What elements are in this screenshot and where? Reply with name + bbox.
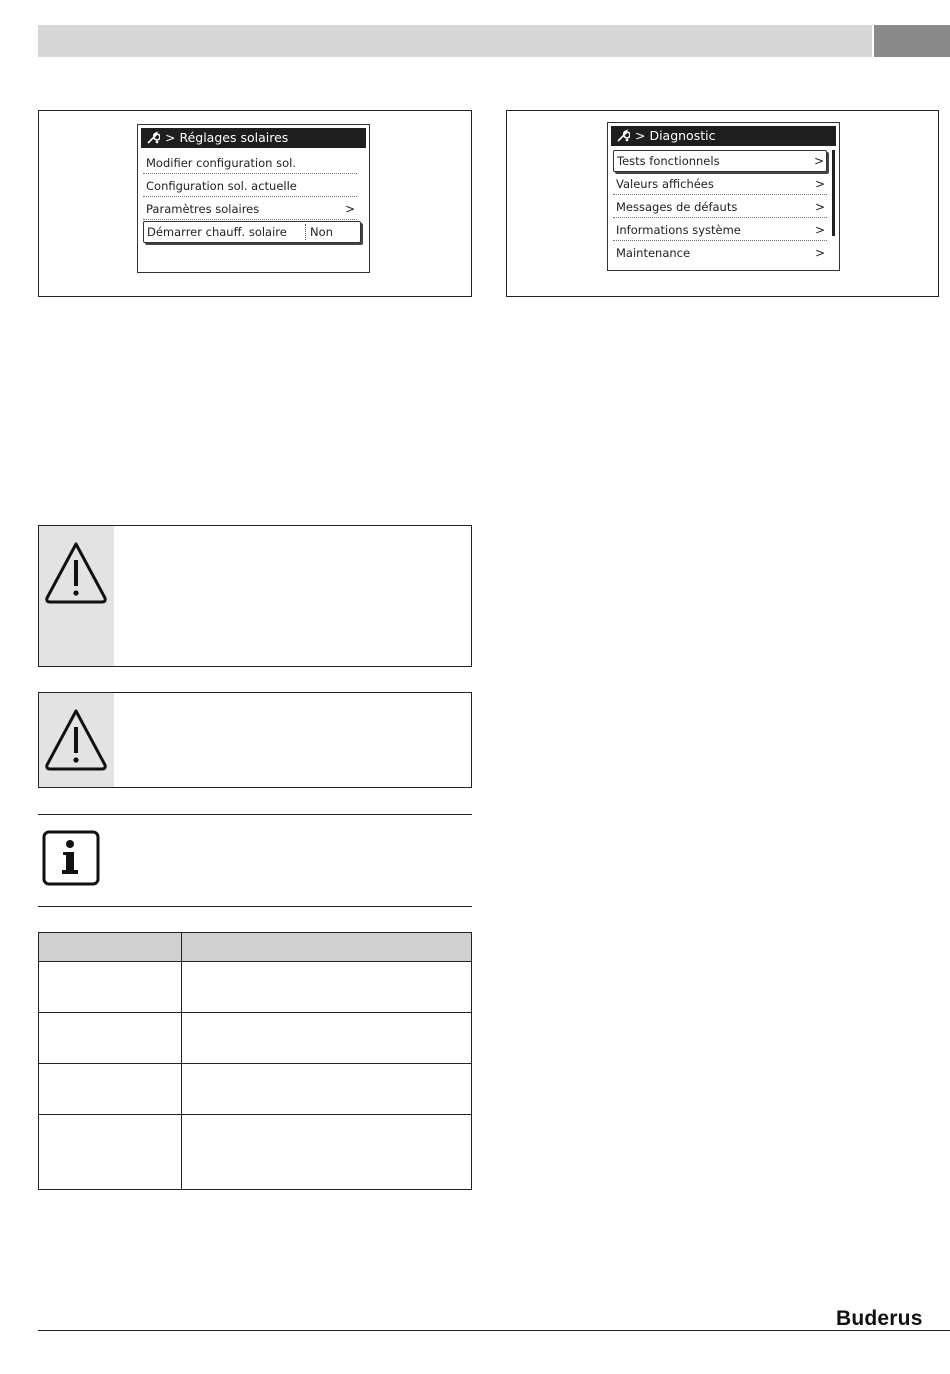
- chevron-right-icon: >: [814, 176, 825, 191]
- table-row: [39, 1064, 472, 1115]
- brand-logo: Buderus: [836, 1307, 923, 1330]
- table-row: [39, 1013, 472, 1064]
- warning-sidebar: [39, 526, 114, 666]
- table-cell: [182, 962, 472, 1013]
- section-tab: [874, 25, 950, 57]
- chevron-right-icon: >: [814, 199, 825, 214]
- page-header-bar: [38, 25, 872, 57]
- info-icon: [42, 830, 100, 886]
- menu-item-demarrer-chauffage-solaire[interactable]: Démarrer chauff. solaire Non: [143, 221, 361, 243]
- menu-item-modifier-configuration[interactable]: Modifier configuration sol.: [143, 152, 357, 174]
- screen-title-text: > Réglages solaires: [165, 130, 289, 145]
- figure-reglages-solaires: [38, 110, 472, 297]
- scrollbar[interactable]: [832, 150, 835, 236]
- warning-triangle-icon: [44, 540, 108, 606]
- table-cell: [182, 1064, 472, 1115]
- parameter-table: [38, 932, 472, 1190]
- display-screen: [607, 122, 840, 271]
- chevron-right-icon: >: [814, 246, 825, 260]
- menu-item-configuration-actuelle[interactable]: Configuration sol. actuelle: [143, 175, 357, 197]
- footer-divider: [38, 1330, 950, 1331]
- table-row: [39, 1115, 472, 1190]
- wrench-icon: [616, 129, 630, 143]
- menu-item-tests-fonctionnels[interactable]: Tests fonctionnels >: [613, 150, 827, 172]
- table-cell: [39, 1064, 182, 1115]
- menu-item-valeurs-affichees[interactable]: Valeurs affichées >: [613, 173, 827, 195]
- warning-notice: [38, 692, 472, 788]
- table-cell: [182, 1013, 472, 1064]
- screen-title-bar: [141, 128, 366, 148]
- table-cell: [182, 1115, 472, 1190]
- chevron-right-icon: >: [344, 201, 355, 216]
- table-header-row: [39, 933, 472, 962]
- wrench-icon: [146, 131, 160, 145]
- figure-diagnostic: [506, 110, 939, 297]
- warning-triangle-icon: [44, 707, 108, 773]
- setting-value: Non: [305, 224, 360, 240]
- table-cell: [39, 1115, 182, 1190]
- menu-item-parametres-solaires[interactable]: Paramètres solaires >: [143, 198, 357, 220]
- warning-sidebar: [39, 693, 114, 787]
- table-cell: [39, 1013, 182, 1064]
- menu-item-maintenance[interactable]: Maintenance >: [613, 242, 827, 264]
- info-notice: [38, 814, 472, 907]
- menu-item-messages-de-defauts[interactable]: Messages de défauts >: [613, 196, 827, 218]
- table-header-cell: [39, 933, 182, 962]
- table-cell: [39, 962, 182, 1013]
- table-row: [39, 962, 472, 1013]
- screen-title-text: > Diagnostic: [635, 128, 716, 143]
- menu-item-informations-systeme[interactable]: Informations système >: [613, 219, 827, 241]
- table-header-cell: [182, 933, 472, 962]
- chevron-right-icon: >: [814, 222, 825, 237]
- display-screen: [137, 124, 370, 273]
- screen-title-bar: [611, 126, 836, 146]
- chevron-right-icon: >: [813, 154, 824, 168]
- warning-notice: [38, 525, 472, 667]
